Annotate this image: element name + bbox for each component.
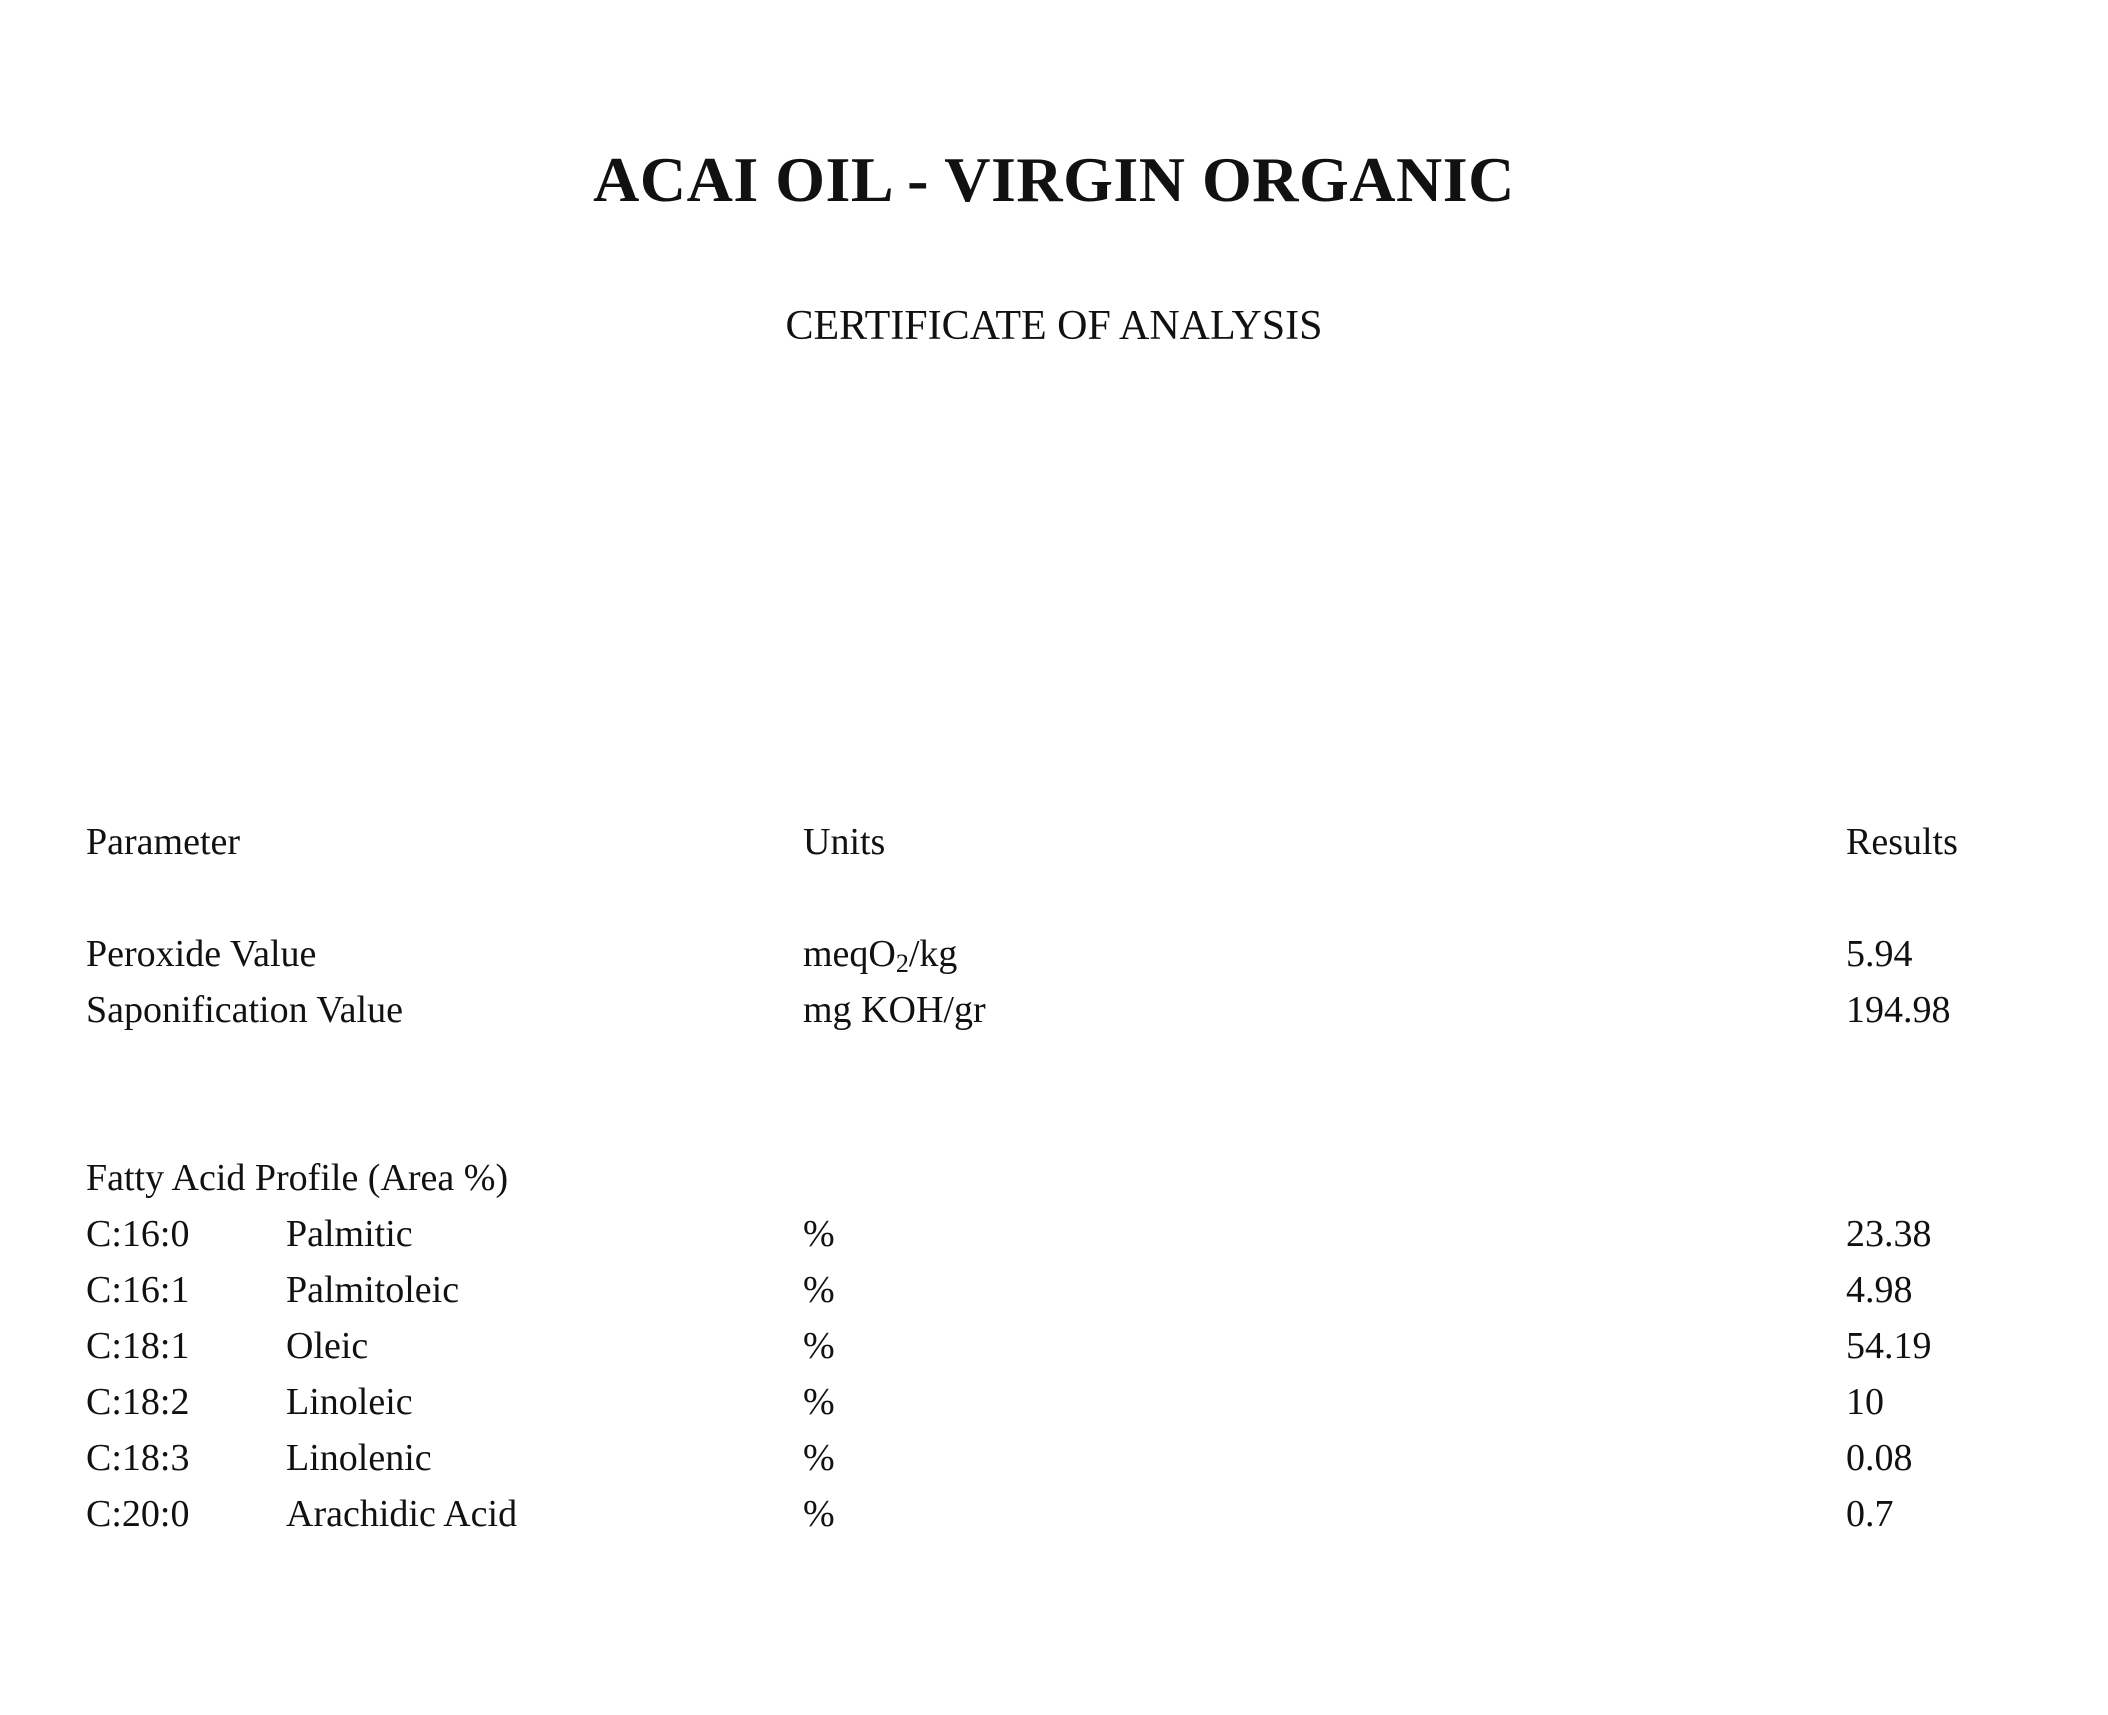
fatty-acid-units: % [803, 1493, 835, 1535]
header-parameter: Parameter [86, 821, 241, 863]
fatty-acid-result: 4.98 [1846, 1269, 1913, 1311]
fatty-acid-code: C:16:0 [86, 1213, 190, 1255]
fatty-acid-name: Palmitoleic [286, 1269, 460, 1311]
fatty-acid-name: Palmitic [286, 1213, 413, 1255]
header-units: Units [803, 821, 886, 863]
document-title: ACAI OIL - VIRGIN ORGANIC [593, 144, 1515, 215]
fatty-acid-row [0, 1262, 2108, 1318]
row-parameter: Saponification Value [86, 989, 403, 1031]
fatty-acid-code: C:18:3 [86, 1437, 190, 1479]
fatty-acid-name: Oleic [286, 1325, 369, 1367]
fatty-acid-result: 0.08 [1846, 1437, 1913, 1479]
fatty-acid-section-heading: Fatty Acid Profile (Area %) [86, 1157, 509, 1199]
fatty-acid-row [0, 1318, 2108, 1374]
units-subscript: 2 [895, 949, 909, 978]
fatty-acid-result: 10 [1846, 1381, 1884, 1423]
units-suffix: /kg [908, 933, 958, 975]
row-result: 5.94 [1846, 933, 1913, 975]
fatty-acid-units: % [803, 1213, 835, 1255]
fatty-acid-units: % [803, 1437, 835, 1479]
fatty-acid-result: 0.7 [1846, 1493, 1894, 1535]
fatty-acid-row [0, 1486, 2108, 1542]
table-row [0, 926, 2108, 982]
fatty-acid-units: % [803, 1269, 835, 1311]
document-subtitle: CERTIFICATE OF ANALYSIS [785, 303, 1323, 349]
row-result: 194.98 [1846, 989, 1951, 1031]
fatty-acid-result: 23.38 [1846, 1213, 1932, 1255]
fatty-acid-row [0, 1206, 2108, 1262]
units-prefix: meqO [803, 933, 896, 975]
table-header-row [0, 814, 2108, 870]
fatty-acid-name: Linolenic [286, 1437, 432, 1479]
fatty-acid-result: 54.19 [1846, 1325, 1932, 1367]
table-row [0, 982, 2108, 1038]
fatty-acid-name: Arachidic Acid [286, 1493, 518, 1535]
row-units: mg KOH/gr [803, 989, 986, 1031]
fatty-acid-name: Linoleic [286, 1381, 413, 1423]
fatty-acid-code: C:20:0 [86, 1493, 190, 1535]
row-units [803, 926, 957, 982]
fatty-acid-section-heading-row [0, 1150, 2108, 1206]
header-results: Results [1846, 821, 1958, 863]
fatty-acid-code: C:16:1 [86, 1269, 190, 1311]
fatty-acid-code: C:18:2 [86, 1381, 190, 1423]
fatty-acid-row [0, 1374, 2108, 1430]
row-parameter: Peroxide Value [86, 933, 317, 975]
fatty-acid-units: % [803, 1381, 835, 1423]
fatty-acid-code: C:18:1 [86, 1325, 190, 1367]
fatty-acid-row [0, 1430, 2108, 1486]
fatty-acid-units: % [803, 1325, 835, 1367]
